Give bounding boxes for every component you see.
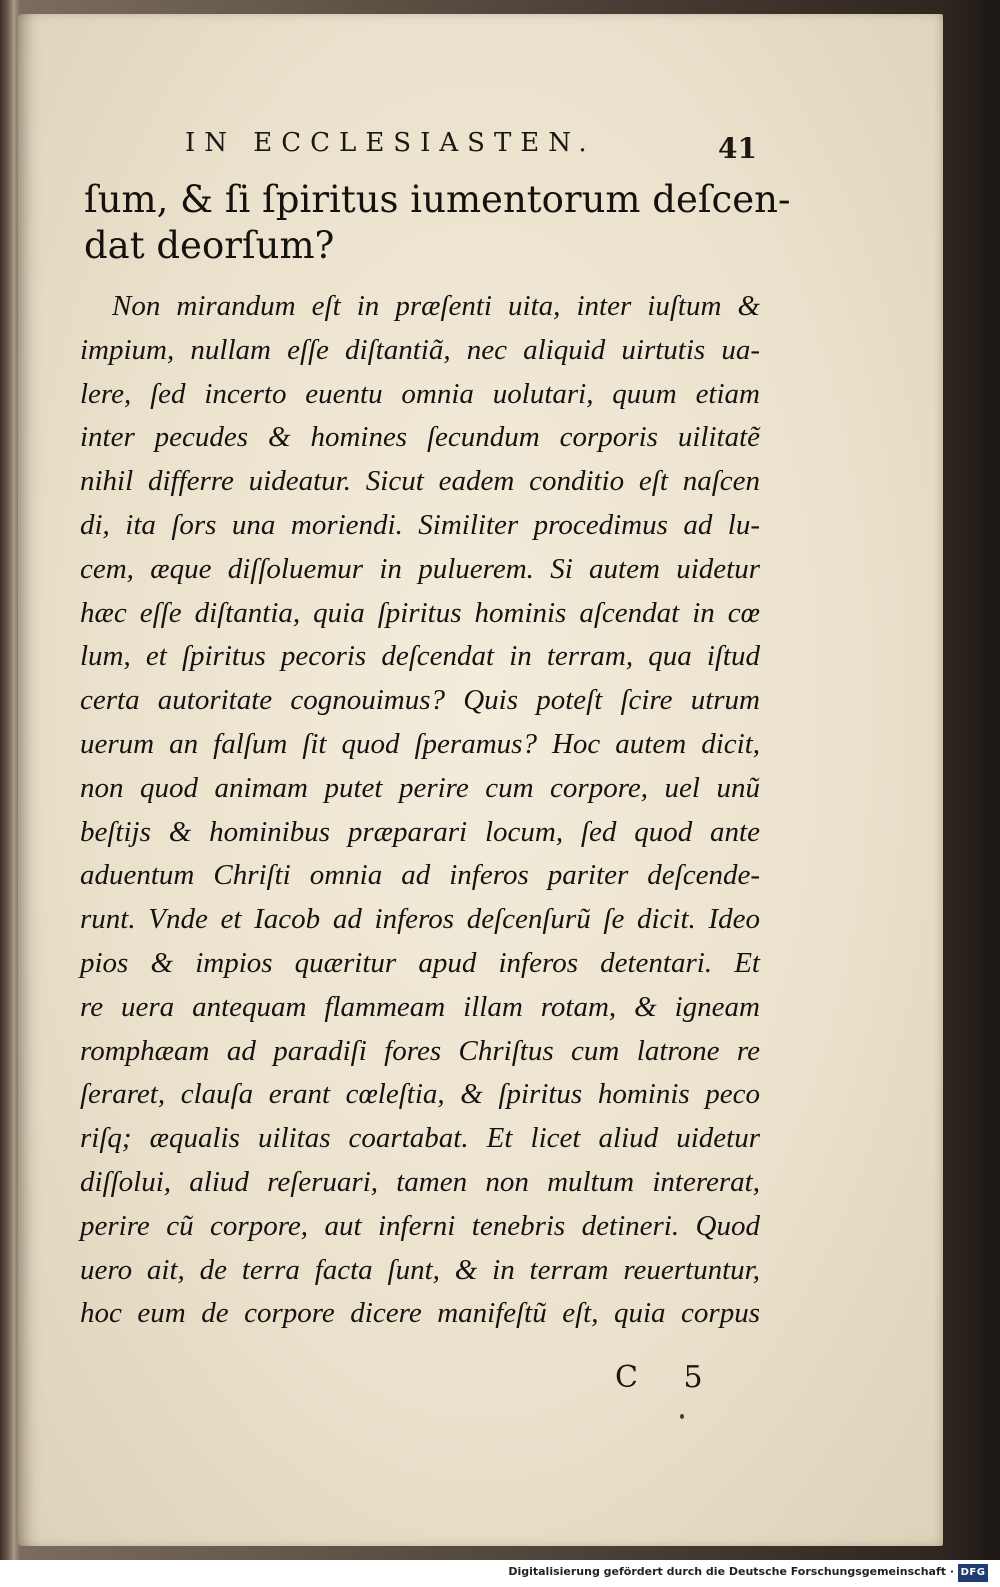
page-number: 41 <box>718 132 757 165</box>
text-line: cem, æque diſſoluemur in puluerem. Si autem uidetur <box>80 552 760 585</box>
text-line: pios & impios quæritur apud inferos detentari. Et <box>80 946 760 979</box>
commentary-text <box>80 285 760 1336</box>
text-line: certa autoritate cognouimus? Quis poteſt ſcire utrum <box>80 684 760 717</box>
text-line: hæc eſſe diſtantia, quia ſpiritus hominis aſcendat in cœ <box>80 596 760 629</box>
text-line: riſq; æqualis uilitas coartabat. Et licet aliud uidetur <box>80 1122 760 1155</box>
heading-line-2: dat deorſum? <box>84 224 335 267</box>
dfg-logo: DFG <box>958 1564 988 1582</box>
ink-speck <box>680 1414 684 1419</box>
text-line: perire cũ corpore, aut inferni tenebris detineri. Quod <box>80 1209 760 1242</box>
heading-line-1: ſum, & ſi ſpiritus iumentorum deſcen- <box>84 178 791 221</box>
text-line: uero ait, de terra facta ſunt, & in terram reuertuntur, <box>80 1253 760 1286</box>
text-line: aduentum Chriſti omnia ad inferos pariter deſcende- <box>80 859 760 892</box>
text-line: uerum an falſum ſit quod ſperamus? Hoc autem dicit, <box>80 727 760 760</box>
text-line: impium, nullam eſſe diſtantiã, nec aliquid uirtutis ua- <box>80 333 760 366</box>
text-line: lere, ſed incerto euentu omnia uolutari, quum etiam <box>80 377 760 410</box>
text-line: Non mirandum eſt in præſenti uita, inter iuſtum & <box>112 290 760 322</box>
text-line: nihil differre uideatur. Sicut eadem conditio eſt naſcen <box>80 465 760 498</box>
running-head: IN ECCLESIASTEN. <box>185 128 596 158</box>
text-line: beſtijs & hominibus præparari locum, ſed quod ante <box>80 815 760 848</box>
text-line: diſſolui, aliud reſeruari, tamen non multum intererat, <box>80 1165 760 1198</box>
text-line: di, ita ſors una moriendi. Similiter procedimus ad lu- <box>80 508 760 541</box>
funding-credit: Digitalisierung gefördert durch die Deutsche Forschungsgemeinschaft · <box>508 1565 954 1578</box>
signature-mark: C 5 <box>615 1360 703 1395</box>
text-line: non quod animam putet perire cum corpore, uel unũ <box>80 771 760 804</box>
text-line: romphæam ad paradiſi fores Chriſtus cum latrone re <box>80 1034 760 1067</box>
text-line: ſeraret, clauſa erant cœleſtia, & ſpiritus hominis peco <box>80 1078 760 1111</box>
text-line: lum, et ſpiritus pecoris deſcendat in terram, qua iſtud <box>80 640 760 673</box>
text-line: re uera antequam flammeam illam rotam, & igneam <box>80 990 760 1023</box>
text-line: runt. Vnde et Iacob ad inferos deſcenſurũ ſe dicit. Ideo <box>80 903 760 936</box>
text-line: inter pecudes & homines ſecundum corporis uilitatẽ <box>80 421 760 454</box>
text-line: hoc eum de corpore dicere manifeſtũ eſt, quia corpus <box>80 1297 760 1330</box>
